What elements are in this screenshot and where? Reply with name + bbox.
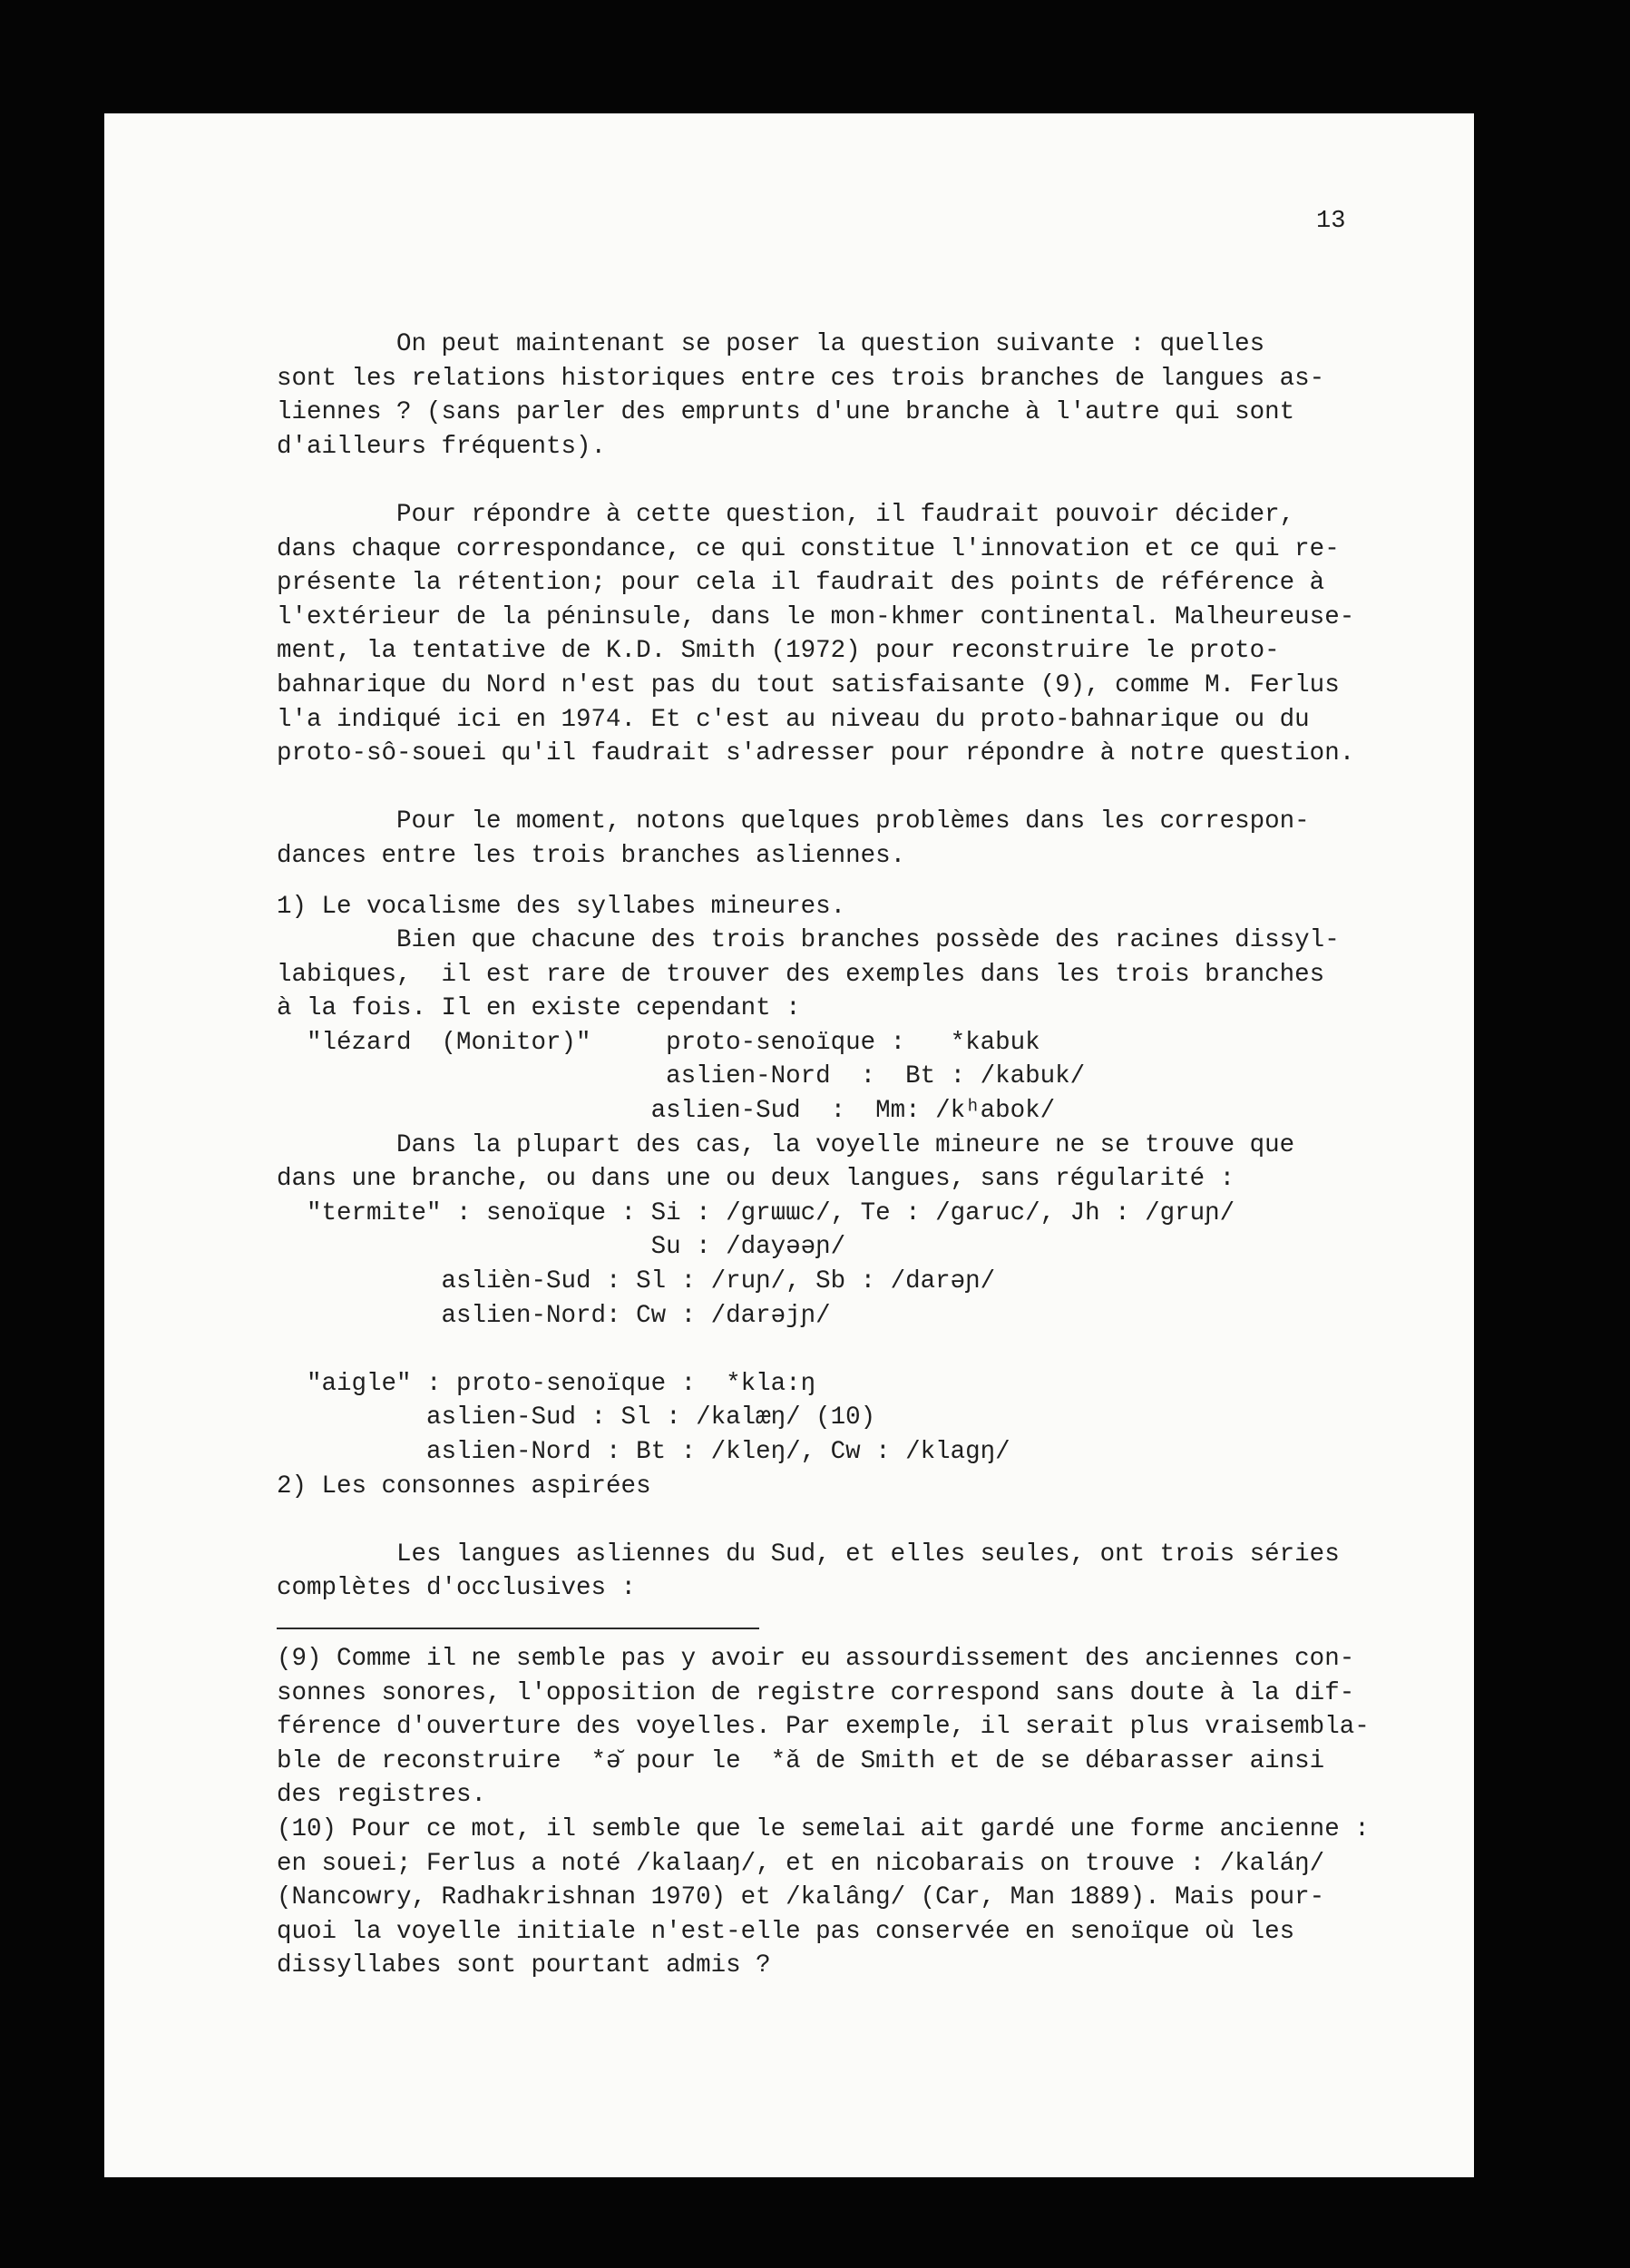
- example-line: Su : /dayəəɲ/: [277, 1233, 846, 1262]
- example-line: aslien-Nord : Bt : /kabuk/: [277, 1062, 1086, 1091]
- example-line: aslien-Nord: Cw : /darəjɲ/: [277, 1301, 831, 1330]
- example-line: "termite" : senoïque : Si : /grɯɯc/, Te : /garuc/, Jh : /gruɲ/: [277, 1198, 1235, 1227]
- footnote-line: ble de reconstruire *ə̆ pour le *ǎ de Smith et de se débarasser ainsi: [277, 1746, 1325, 1775]
- text-line: Dans la plupart des cas, la voyelle mineure ne se trouve que: [277, 1130, 1295, 1159]
- text-line: dans une branche, ou dans une ou deux langues, sans régularité :: [277, 1165, 1235, 1194]
- section-heading: 1) Le vocalisme des syllabes mineures.: [277, 892, 846, 921]
- text-line: Bien que chacune des trois branches possède des racines dissyl-: [277, 926, 1340, 955]
- footnote-line: sonnes sonores, l'opposition de registre correspond sans doute à la dif-: [277, 1678, 1355, 1707]
- example-line: "lézard (Monitor)" proto-senoïque : *kabuk: [277, 1028, 1040, 1057]
- text-line: ment, la tentative de K.D. Smith (1972) pour reconstruire le proto-: [277, 637, 1280, 666]
- text-line: d'ailleurs fréquents).: [277, 432, 607, 461]
- text-line: dans chaque correspondance, ce qui constitue l'innovation et ce qui re-: [277, 534, 1340, 563]
- example-line: "aigle" : proto-senoïque : *kla:ŋ: [277, 1369, 816, 1398]
- example-line: aslien-Sud : Mm: /kʰabok/: [277, 1097, 1056, 1126]
- text-line: liennes ? (sans parler des emprunts d'une branche à l'autre qui sont: [277, 398, 1295, 427]
- footnote-line: en souei; Ferlus a noté /kalaaŋ/, et en nicobarais on trouve : /kaláŋ/: [277, 1849, 1325, 1878]
- footnote-line: férence d'ouverture des voyelles. Par exemple, il serait plus vraisembla-: [277, 1713, 1370, 1742]
- example-line: aslien-Nord : Bt : /kleŋ/, Cw : /klagŋ/: [277, 1438, 1010, 1466]
- text-line: dances entre les trois branches asliennes.: [277, 841, 906, 870]
- text-line: à la fois. Il en existe cependant :: [277, 994, 801, 1023]
- footnote-line: quoi la voyelle initiale n'est-elle pas conservée en senoïque où les: [277, 1917, 1295, 1946]
- text-line: sont les relations historiques entre ces trois branches de langues as-: [277, 364, 1325, 393]
- text-line: On peut maintenant se poser la question suivante : quelles: [277, 330, 1265, 358]
- text-line: bahnarique du Nord n'est pas du tout satisfaisante (9), comme M. Ferlus: [277, 670, 1340, 699]
- text-line: l'extérieur de la péninsule, dans le mon-khmer continental. Malheureuse-: [277, 602, 1355, 631]
- footnote-line: (10) Pour ce mot, il semble que le semelai ait gardé une forme ancienne :: [277, 1814, 1370, 1843]
- text-line: Pour le moment, notons quelques problèmes dans les correspon-: [277, 807, 1310, 836]
- example-line: aslien-Sud : Sl : /kalæŋ/ (10): [277, 1403, 876, 1432]
- text-line: complètes d'occlusives :: [277, 1574, 637, 1603]
- document-page: [104, 113, 1474, 2177]
- text-line: Les langues asliennes du Sud, et elles seules, ont trois séries: [277, 1540, 1340, 1569]
- page-number: 13: [1316, 208, 1346, 235]
- example-line: aslièn-Sud : Sl : /ruɲ/, Sb : /darəɲ/: [277, 1267, 996, 1296]
- footnote-line: dissyllabes sont pourtant admis ?: [277, 1951, 771, 1980]
- footnote-divider: [277, 1628, 759, 1629]
- text-line: Pour répondre à cette question, il faudrait pouvoir décider,: [277, 500, 1295, 529]
- text-line: labiques, il est rare de trouver des exemples dans les trois branches: [277, 960, 1325, 989]
- section-heading: 2) Les consonnes aspirées: [277, 1471, 651, 1501]
- text-line: proto-sô-souei qu'il faudrait s'adresser pour répondre à notre question.: [277, 739, 1355, 768]
- text-line: l'a indiqué ici en 1974. Et c'est au niveau du proto-bahnarique ou du: [277, 705, 1310, 734]
- footnote-line: (Nancowry, Radhakrishnan 1970) et /kalâng/ (Car, Man 1889). Mais pour-: [277, 1883, 1325, 1912]
- footnote-line: (9) Comme il ne semble pas y avoir eu assourdissement des anciennes con-: [277, 1644, 1355, 1673]
- footnote-line: des registres.: [277, 1781, 487, 1810]
- body-text: [277, 327, 1370, 1983]
- text-line: présente la rétention; pour cela il faudrait des points de référence à: [277, 569, 1325, 598]
